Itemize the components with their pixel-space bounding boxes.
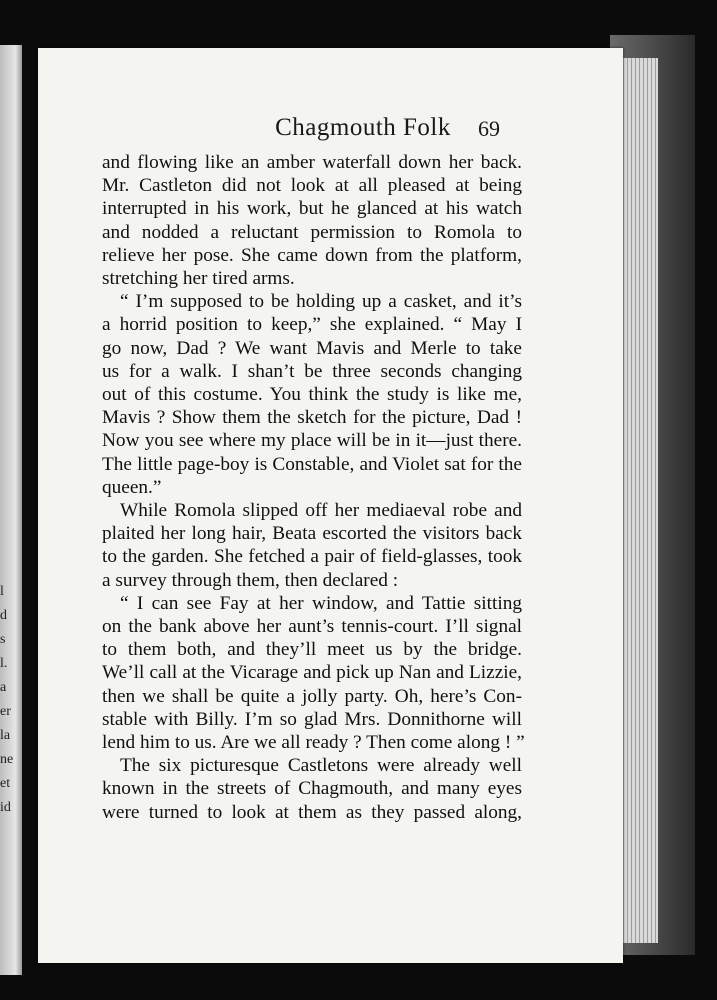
text-line: and nodded a reluctant permission to Romola to	[102, 221, 522, 243]
text-line: out of this costume. You think the study is like me,	[102, 384, 522, 406]
text-line: to them both, and they’ll meet us by the bridge.	[102, 639, 522, 661]
previous-page-fragment: id	[0, 800, 11, 815]
previous-page-text-fragments	[0, 580, 20, 820]
text-line: stretching her tired arms.	[102, 268, 295, 290]
text-line: on the bank above her aunt’s tennis-court. I’ll signal	[102, 616, 522, 638]
book-page	[38, 48, 623, 963]
previous-page-fragment: l.	[0, 656, 8, 671]
text-line: a survey through them, then declared :	[102, 569, 399, 591]
text-line: plaited her long hair, Beata escorted the visitors back	[102, 523, 522, 545]
previous-page-fragment: ne	[0, 752, 14, 767]
previous-page-fragment: la	[0, 728, 11, 743]
text-line: The little page-boy is Constable, and Violet sat for the	[102, 453, 522, 475]
text-line: Mavis ? Show them the sketch for the picture, Dad !	[102, 407, 522, 429]
text-line: known in the streets of Chagmouth, and many eyes	[102, 778, 522, 800]
text-line: Mr. Castleton did not look at all pleased at being	[102, 175, 522, 197]
previous-page-fragment: er	[0, 704, 11, 719]
text-line: Now you see where my place will be in it—just there.	[102, 430, 522, 452]
text-line: were turned to look at them as they passed along,	[102, 801, 522, 823]
text-line: go now, Dad ? We want Mavis and Merle to take	[102, 337, 522, 359]
text-line: “ I’m supposed to be holding up a casket, and it’s	[120, 291, 522, 313]
text-line: us for a walk. I shan’t be three seconds changing	[102, 360, 522, 382]
text-line: lend him to us. Are we all ready ? Then come along ! ”	[102, 732, 525, 754]
previous-page-fragment: l	[0, 584, 4, 599]
page-number: 69	[478, 116, 500, 141]
text-line: We’ll call at the Vicarage and pick up Nan and Lizzie,	[102, 662, 522, 684]
text-line: The six picturesque Castletons were already well	[120, 755, 522, 777]
text-line: interrupted in his work, but he glanced at his watch	[102, 198, 522, 220]
text-line: then we shall be quite a jolly party. Oh, here’s Con-	[102, 685, 522, 707]
text-line: and flowing like an amber waterfall down her back.	[102, 152, 522, 173]
text-line: “ I can see Fay at her window, and Tattie sitting	[120, 592, 522, 614]
text-line: While Romola slipped off her mediaeval robe and	[120, 500, 522, 522]
text-line: queen.”	[102, 476, 162, 498]
previous-page-fragment: a	[0, 680, 7, 695]
text-line: a horrid position to keep,” she explained. “ May I	[102, 314, 522, 336]
text-line: stable with Billy. I’m so glad Mrs. Donnithorne will	[102, 708, 522, 730]
previous-page-fragment: s	[0, 632, 6, 647]
previous-page-edge	[0, 45, 22, 975]
previous-page-fragment: et	[0, 776, 11, 791]
text-line: to the garden. She fetched a pair of field-glasses, took	[102, 546, 522, 568]
text-line: relieve her pose. She came down from the platform,	[102, 244, 522, 266]
previous-page-fragment: d	[0, 608, 7, 623]
running-head-title: Chagmouth Folk	[275, 114, 451, 141]
body-text	[102, 151, 525, 824]
